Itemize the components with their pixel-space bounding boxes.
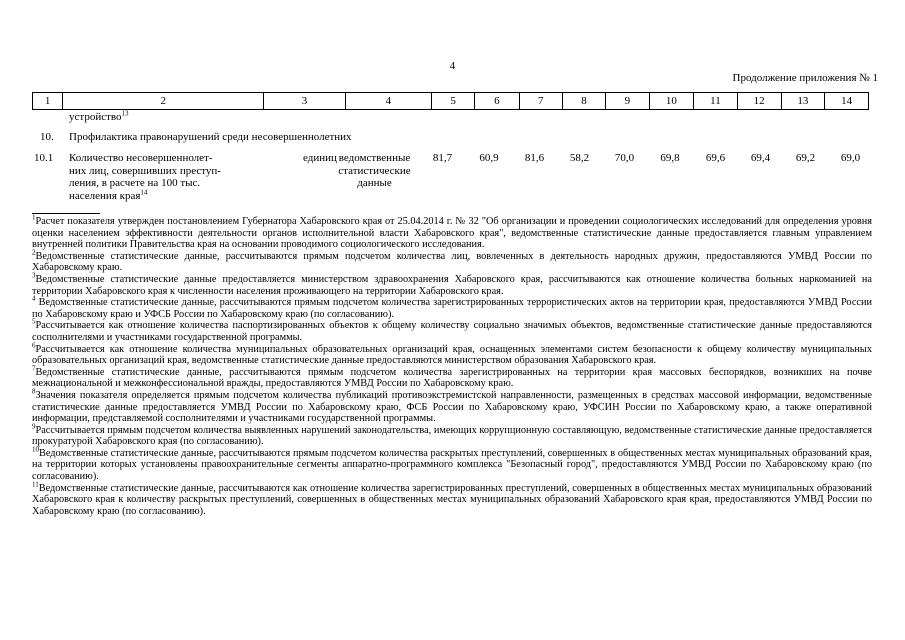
value-cell: 58,2 [569,152,590,164]
header-cell: 7 [519,93,562,110]
page-number: 4 [449,60,456,72]
section-title: Профилактика правонарушений среди несовершеннолетних [69,131,352,143]
footnote-3: $^3$Ведомственные статистические данные предоставляется министерством здравоохранения Хабаровского края, рассчитываются как отношение количества больных наркоманией на территории Хабаровского края к численности населения проживающего на территории Хабаровского края. [32,271,872,297]
value-cell: 81,7 [432,152,453,164]
header-cell: 6 [475,93,519,110]
footnote-8: $^8$Значения показателя определяется прямым подсчетом количества публикаций противоэкстремистской направленности, размещенных в средствах массовой информации, ведомственные статистические данные предоставляется УМВД России по Хабаровскому краю, ФСБ России по Хабаровскому краю, УФСИН России по Хабаровскому краю, а также оперативной информации, представляемой сосполнителями и участниками государственной программы. [32,387,872,425]
value-cell: 69,2 [795,152,816,164]
header-cell: 9 [606,93,649,110]
value-cell: 60,9 [479,152,499,164]
footnote-9: $^9$Рассчитывается прямым подсчетом количества выявленных нарушений законодательства, имеющих коррупционную составляющую, ведомственные статистические данные предоставляется прокуратурой Хабаровского края (по согласованию). [32,422,872,448]
header-cell: 14 [825,93,869,110]
indicator-name: Количество несовершеннолет- них лиц, совершивших преступ- ления, в расчете на 100 тыс. населения края$^{14}$ [69,152,221,202]
header-cell: 10 [649,93,694,110]
footnote-6: $^6$Рассчитывается как отношение количества муниципальных образовательных организаций края, оснащенных элементами систем безопасности к общему количеству муниципальных образовательных организаций края, ведомственные статистические данные предоставляются министерством образования Хабаровского края. [32,341,872,367]
row-number: 10.1 [34,152,54,164]
previous-row-tail: устройство$^{13}$ [69,109,129,123]
header-cell: 2 [63,93,264,110]
footnote-5: $^5$Рассчитывается как отношение количества паспортизированных объектов к общему количеству социально значимых объектов, ведомственные статистические данные предоставляются сосполнителями и участниками государственной программы. [32,317,872,343]
footnote-11: $^{11}$Ведомственные статистические данные, рассчитываются как отношение количества зарегистрированных преступлений, совершенных в общественных местах муниципальных образований Хабаровского края к количеству раскрытых преступлений, совершенных в общественных местах муниципальных образований Хабаровского края края, предоставляются УМВД России по Хабаровскому краю (по согласованию). [32,480,872,517]
header-cell: 11 [694,93,738,110]
value-cell: 70,0 [614,152,635,164]
footnote-4: $^4$ Ведомственные статистические данные, рассчитываются прямым подсчетом количества зарегистрированных террористических актов на территории края, предоставляются УМВД России по Хабаровскому краю и УФСБ России по Хабаровскому краю (по согласованию). [32,294,872,320]
footnote-2: $^2$Ведомственные статистические данные, рассчитываются прямым подсчетом количества лиц, вовлеченных в деятельность народных дружин, предоставляются УМВД России по Хабаровскому краю. [32,248,872,274]
value-cell: 81,6 [524,152,545,164]
footnote-7: $^7$Ведомственные статистические данные, рассчитываются прямым подсчетом количества зарегистрированных на территории края массовых беспорядков, возникших на почве межнациональной и межконфессиональной вражды, предоставляются УМВД России по Хабаровскому краю. [32,364,872,390]
header-cell: 5 [431,93,474,110]
header-cell: 8 [562,93,605,110]
footnote-separator [32,213,100,214]
value-cell: 69,0 [840,152,861,164]
header-cell: 3 [264,93,346,110]
value-cell: 69,6 [705,152,726,164]
column-number-header [32,92,869,110]
header-cell: 4 [345,93,431,110]
unit: единиц [303,152,337,164]
footnotes [32,213,872,517]
header-cell: 1 [33,93,63,110]
header-cell: 12 [737,93,781,110]
value-cell: 69,8 [660,152,680,164]
continuation-label: Продолжение приложения № 1 [732,72,878,84]
header-cell: 13 [781,93,825,110]
data-source: ведомственные статистические данные [338,152,411,189]
value-cell: 69,4 [750,152,771,164]
footnote-10: $^{10}$Ведомственные статистические данные, рассчитываются прямым подсчетом количества раскрытых преступлений, совершенных в общественных местах муниципальных образований края, на территории которых установлены правоохранительные сегменты аппаратно-программного комплекса "Безопасный город", предоставляются УМВД России по Хабаровскому краю (по согласованию). [32,445,872,483]
section-number: 10. [40,131,54,143]
footnote-1: $^1$Расчет показателя утвержден постановлением Губернатора Хабаровского края от 25.04.2014 г. № 32 "Об организации и проведении социологических исследований для определения уровня оценки населением эффективности деятельности органов исполнительной власти Хабаровского края", ведомственные статистические данные предоставляется главным управлением внутренней политики Правительства края на основании проводимого социологического исследования. [32,213,872,251]
